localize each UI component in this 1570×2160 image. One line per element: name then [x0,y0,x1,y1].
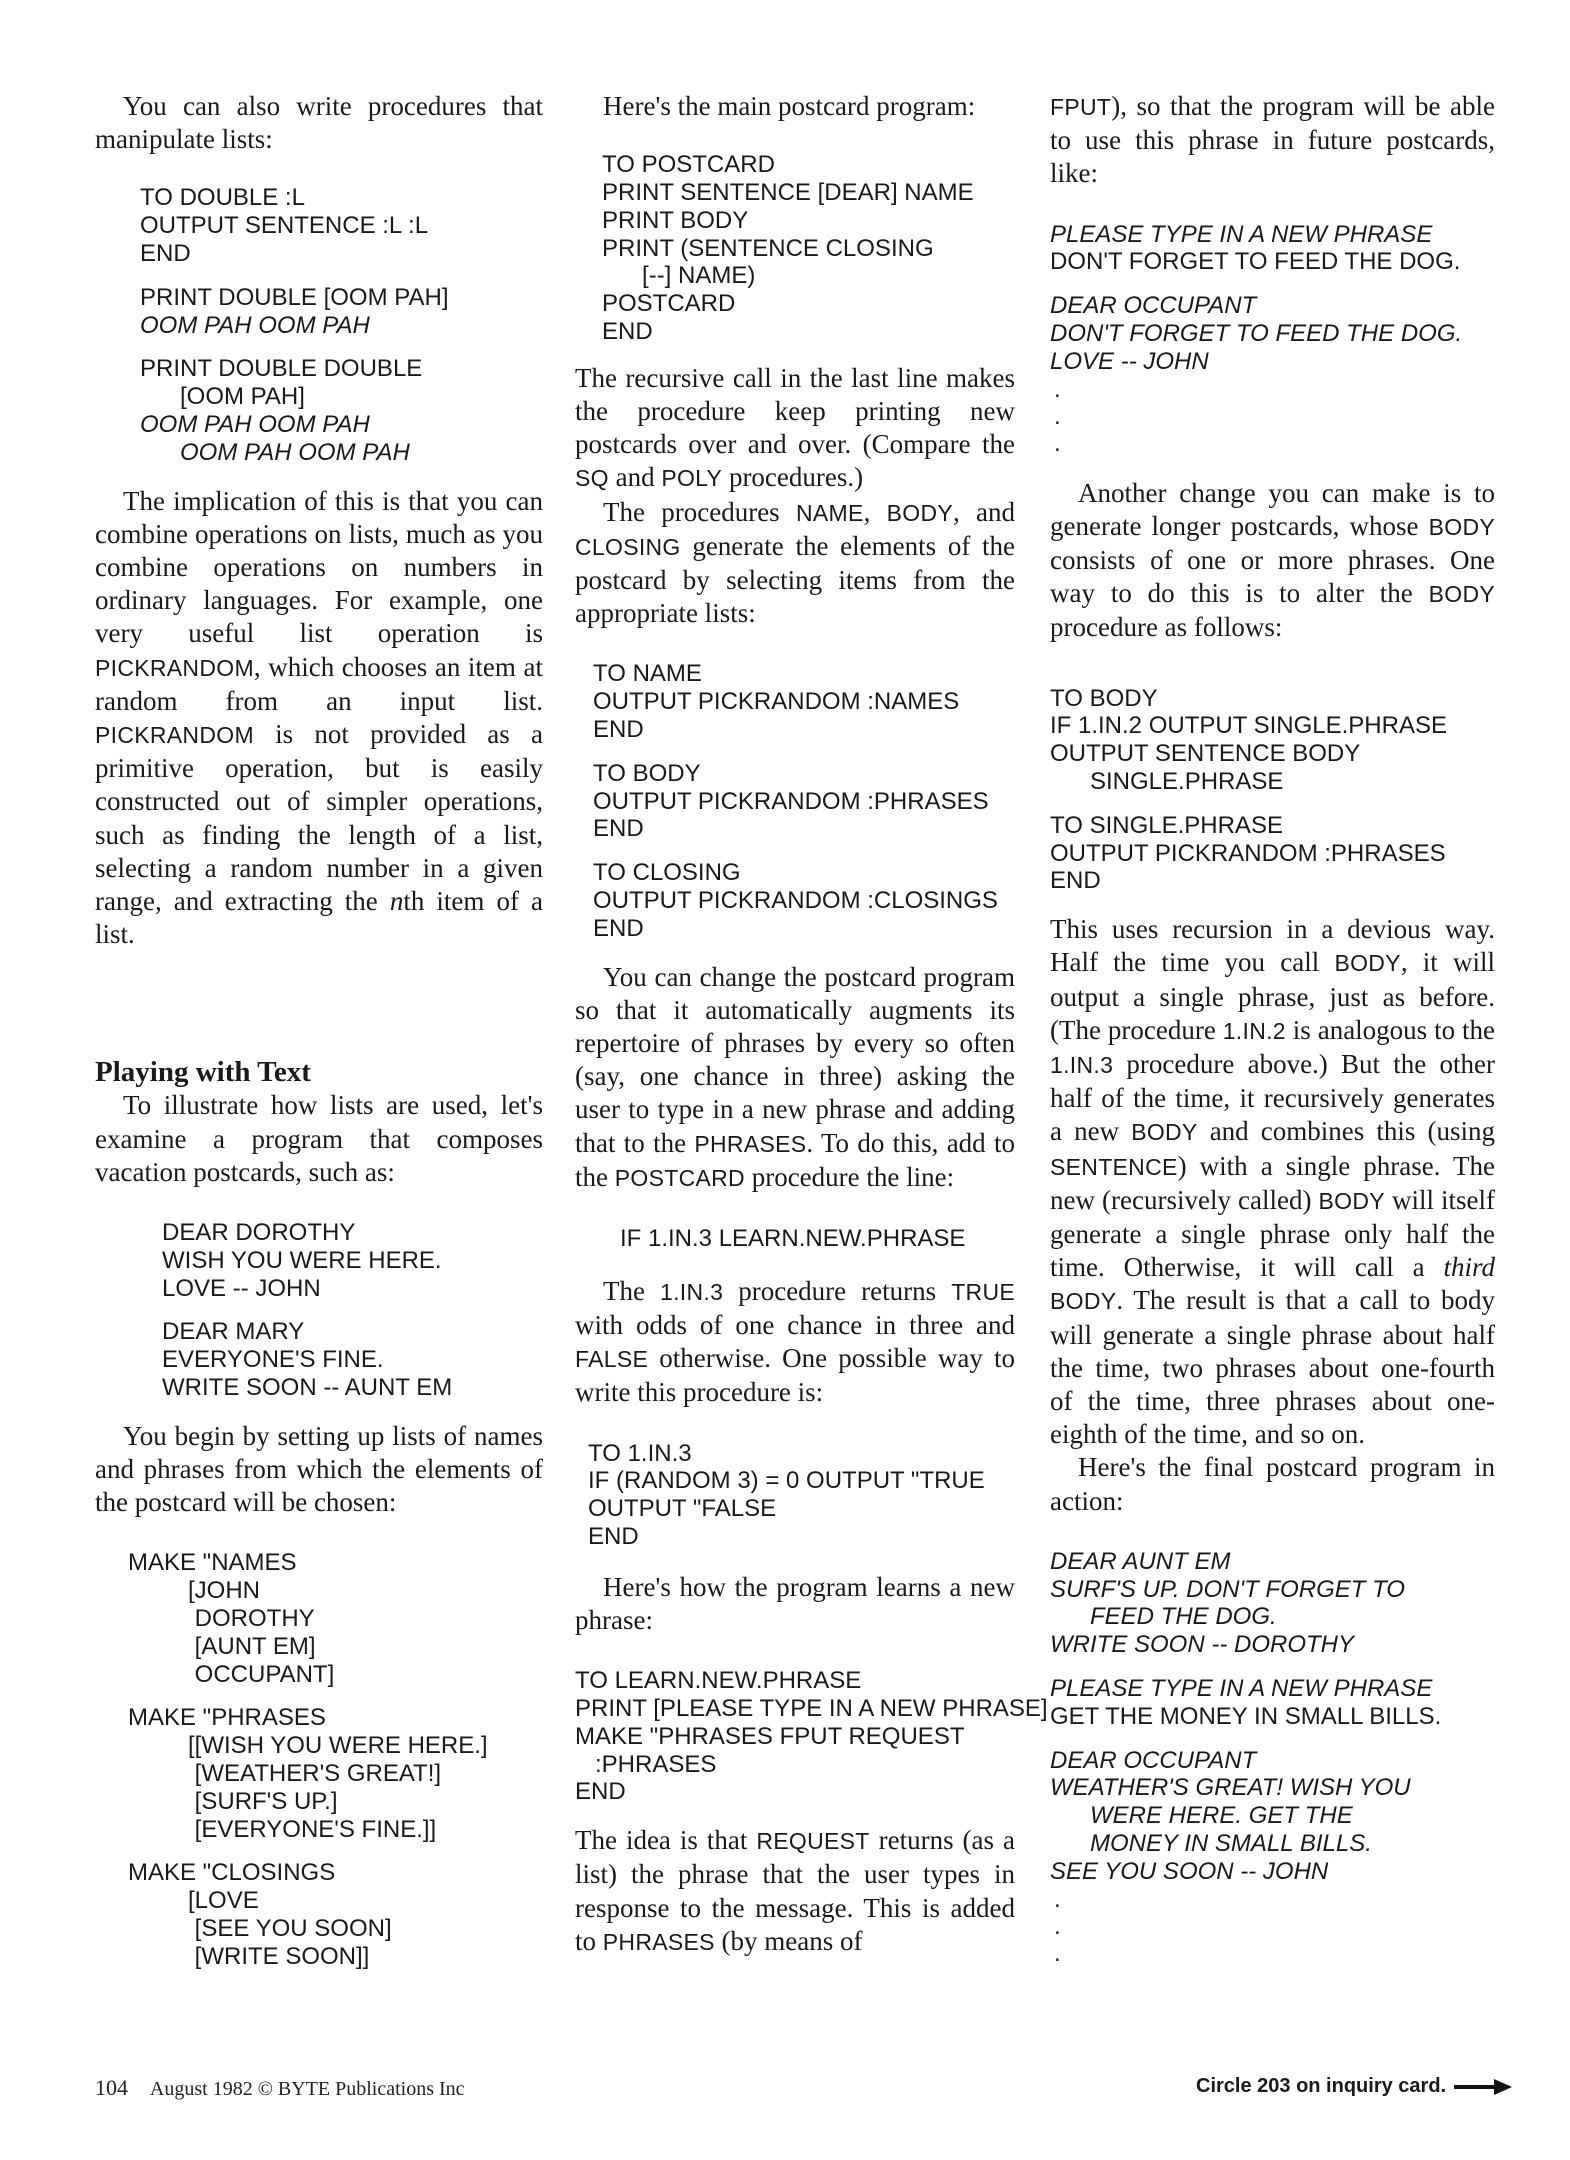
code-line: LOVE -- JOHN [162,1274,321,1302]
code-line: [WEATHER'S GREAT!] [128,1760,442,1787]
text-run: . The result is that a call to body will generate a single phrase about half the time, two phrases about one-fourth of the time, three phrases about one-eighth of the time, and so on. [1050,1285,1495,1450]
output-line: OOM PAH OOM PAH [140,438,410,466]
keyword: BODY [1050,1288,1117,1315]
code-line: OUTPUT PICKRANDOM :PHRASES [593,787,989,815]
keyword: REQUEST [756,1828,870,1855]
keyword: TRUE [951,1278,1015,1305]
paragraph-idea [575,1824,1015,1959]
output-print-double [140,312,543,340]
code-line: [SEE YOU SOON] [128,1914,392,1942]
keyword: FALSE [575,1346,649,1373]
example-output-3 [1050,1747,1495,1886]
code-line: :PHRASES [575,1750,717,1778]
code-line: TO BODY [1050,684,1158,712]
text-run: You begin by setting up lists of names and phrases from which the elements of the postcard will be chosen: [95,1420,543,1518]
paragraph-begin [95,1420,543,1520]
text-run: with odds of one chance in three and [575,1310,1015,1340]
code-line: MAKE "PHRASES [128,1704,326,1732]
output-line: PLEASE TYPE IN A NEW PHRASE [1050,1675,1433,1703]
code-line: END [593,914,644,942]
dot: . [1054,1939,1061,1967]
code-print-double [140,284,543,312]
code-line: IF (RANDOM 3) = 0 OUTPUT "TRUE [588,1467,985,1495]
example-input-2 [1050,1703,1495,1731]
output-line: WERE HERE. GET THE [1050,1802,1353,1830]
code-line: TO CLOSING [593,859,741,887]
paragraph-change-program [575,961,1015,1195]
keyword: PHRASES [694,1130,807,1157]
output-line: OOM PAH OOM PAH [140,311,370,339]
code-body [593,760,1015,843]
dot: . [1054,429,1061,457]
text-run: , which chooses an item at random from an input list. [95,651,543,716]
code-line: WRITE SOON -- AUNT EM [162,1374,453,1402]
code-line: OUTPUT SENTENCE BODY [1050,740,1361,768]
output-line: WRITE SOON -- DOROTHY [1050,1631,1354,1659]
postcard-example-1 [162,1219,543,1302]
output-line: FEED THE DOG. [1050,1603,1277,1631]
code-line: PRINT BODY [602,206,749,234]
example-output-1 [1050,292,1495,375]
keyword: 1.IN.3 [660,1278,724,1305]
keyword: PICKRANDOM [95,654,254,681]
code-line: TO NAME [593,660,702,688]
code-line: TO SINGLE.PHRASE [1050,811,1283,839]
text-run: Another change you can make is to generate longer postcards, whose [1050,477,1495,541]
section-heading: Playing with Text [95,1056,311,1089]
text-run: otherwise. One possible way to write this procedure is: [575,1343,1015,1408]
code-line: OCCUPANT] [128,1660,335,1688]
code-make-phrases [128,1704,543,1843]
output-line: LOVE -- JOHN [1050,347,1209,375]
keyword: PICKRANDOM [95,722,254,748]
code-line: IF 1.IN.3 LEARN.NEW.PHRASE [620,1225,966,1252]
page-footer-left [95,2075,465,2101]
paragraph-fput-continued [1050,90,1495,191]
code-make-closings [128,1859,543,1970]
text-run: You can change the postcard program so that it automatically augments its repertoire of phrases by every so often (say, one chance in three) asking the user to type in a new phrase and adding that to the [575,961,1015,1158]
code-line: [JOHN [128,1577,261,1605]
text-run: procedure the line: [744,1161,955,1192]
output-line: WEATHER'S GREAT! WISH YOU [1050,1774,1411,1802]
paragraph-illustrate [95,1089,543,1189]
code-name [593,660,1015,743]
text-run: To illustrate how lists are used, let's examine a program that composes vacation postcards, such as: [95,1090,543,1187]
text-run: The [603,1275,661,1306]
page-number: 104 [95,2075,128,2100]
code-line: TO LEARN.NEW.PHRASE [575,1667,862,1695]
keyword: BODY [886,499,954,526]
text-run: This uses recursion in a devious way. Half the time you call [1050,914,1495,978]
paragraph-procedures [575,496,1015,631]
keyword: BODY [1428,513,1495,540]
code-line: END [602,317,653,345]
input-line: GET THE MONEY IN SMALL BILLS. [1050,1702,1442,1730]
code-line: MAKE "PHRASES FPUT REQUEST [575,1722,965,1750]
code-line: IF 1.IN.2 OUTPUT SINGLE.PHRASE [1050,712,1447,740]
code-line: [EVERYONE'S FINE.]] [128,1815,437,1843]
example-output-2 [1050,1548,1495,1659]
text-run: , and [953,496,1016,527]
column-1 [95,90,543,1971]
paragraph-1in3 [575,1275,1015,1410]
code-line: END [140,240,191,267]
keyword: POLY [661,465,723,492]
code-line: OUTPUT SENTENCE :L :L [140,212,429,240]
output-line: SURF'S UP. DON'T FORGET TO [1050,1575,1405,1603]
code-line: OUTPUT "FALSE [588,1495,777,1523]
text-run: generate the elements of the postcard by selecting items from the appropriate lists: [575,530,1015,629]
code-line: OUTPUT PICKRANDOM :PHRASES [1050,839,1446,867]
code-make-names [128,1549,543,1688]
code-line: PRINT DOUBLE [OOM PAH] [140,283,449,311]
text-run: is analogous to the [1285,1014,1495,1045]
text-run: , [863,496,887,527]
keyword: FPUT [1050,94,1112,120]
output-line: DEAR OCCUPANT [1050,292,1257,320]
text-run: Here's the main postcard program: [603,91,976,121]
inquiry-note [1196,2075,1512,2098]
text-run: procedure returns [723,1275,952,1306]
text-run: procedures.) [722,462,864,493]
paragraph-main-program [575,90,1015,123]
text-run: The idea is that [575,1825,757,1856]
paragraph-recursive-call [575,362,1015,496]
text-run: procedure as follows: [1050,612,1283,643]
publication-credit: August 1982 © BYTE Publications Inc [149,2078,465,2100]
right-arrow-icon [1454,2078,1512,2096]
text-run: procedure above.) But the other half of the time, it recursively generates a new [1050,1049,1495,1147]
code-line: [--] NAME) [602,262,756,290]
example-input-1 [1050,248,1495,276]
code-line: WISH YOU WERE HERE. [162,1246,442,1274]
code-line: OUTPUT PICKRANDOM :NAMES [593,688,960,716]
code-line: DOROTHY [128,1605,315,1633]
keyword: CLOSING [575,533,681,560]
text-run: is not provided as a primitive operation, but is easily constructed out of simpler operations, such as finding the length of a list, selecting a random number in a given range, and extracting the [95,719,543,917]
code-line: MAKE "CLOSINGS [128,1859,336,1887]
italic-n: n [389,886,404,917]
code-if-learn [620,1225,1015,1253]
code-line: TO DOUBLE :L [140,184,305,212]
code-line: END [588,1523,639,1550]
code-line: MAKE "NAMES [128,1549,297,1577]
inquiry-text: Circle 203 on inquiry card. [1196,2075,1447,2097]
text-run: and [608,462,662,493]
output-line: DON'T FORGET TO FEED THE DOG. [1050,320,1463,347]
column-2 [575,90,1048,1959]
code-1in3 [588,1440,1015,1551]
output-line: OOM PAH OOM PAH [140,410,370,438]
keyword: BODY [1334,950,1401,977]
code-line: PRINT DOUBLE DOUBLE [140,355,423,383]
code-line: [AUNT EM] [128,1632,316,1660]
code-line: TO POSTCARD [602,151,775,179]
text-run: and combines this (using [1197,1116,1495,1147]
code-line: PRINT SENTENCE [DEAR] NAME [602,179,974,206]
code-line: PRINT [PLEASE TYPE IN A NEW PHRASE] [575,1695,1048,1722]
text-run: (by means of [714,1925,863,1956]
column-3 [1050,90,1495,1967]
output-line: DEAR OCCUPANT [1050,1746,1257,1774]
keyword: BODY [1131,1119,1198,1146]
output-line: PLEASE TYPE IN A NEW PHRASE [1050,220,1433,248]
keyword: SENTENCE [1050,1153,1178,1180]
text-run: The procedures [603,496,796,527]
text-run: th item of a list. [95,886,543,950]
keyword: POSTCARD [614,1164,745,1191]
code-body-recursive [1050,685,1495,796]
code-line: END [593,815,644,843]
text-run: The implication of this is that you can combine operations on lists, much as you combine operations on numbers in ordinary languages. For example, one very useful list operation is [95,485,543,649]
code-line: TO 1.IN.3 [588,1439,692,1467]
keyword: NAME [795,499,864,526]
text-run: Here's how the program learns a new phrase: [575,1571,1015,1635]
output-line: DEAR AUNT EM [1050,1547,1231,1575]
code-closing [593,859,1015,942]
keyword: BODY [1428,581,1495,608]
text-run: The recursive call in the last line makes the procedure keep printing new postcards over and over. (Compare the [575,362,1015,460]
keyword: PHRASES [602,1928,715,1955]
code-single-phrase [1050,812,1495,895]
example-prompt-1 [1050,221,1495,249]
postcard-example-2 [162,1318,543,1401]
paragraph-learns [575,1571,1015,1637]
code-double [140,184,543,267]
paragraph-another-change [1050,477,1495,645]
keyword: 1.IN.3 [1050,1052,1114,1078]
text-run: ), so that the program will be able to use this phrase in future postcards, like: [1050,91,1495,189]
example-prompt-2 [1050,1675,1495,1703]
code-line: [[WISH YOU WERE HERE.] [128,1732,488,1760]
code-line: PRINT (SENTENCE CLOSING [602,234,934,262]
paragraph-intro [95,90,543,156]
text-run: returns (as a list) the phrase that the user types in response to the message. This is added to [575,1825,1015,1956]
text-run: ) with a single phrase. The new (recursively called) [1050,1150,1495,1215]
code-line: [LOVE [128,1887,259,1915]
dot: . [1054,375,1061,403]
code-line: END [1050,867,1101,895]
code-line: END [575,1778,626,1806]
keyword: SQ [575,465,609,492]
code-line: POSTCARD [602,290,736,318]
text-run: . To do this, add to the [575,1127,1015,1192]
dot: . [1054,1912,1061,1940]
code-line: EVERYONE'S FINE. [162,1346,384,1374]
output-print-double-double [140,411,543,467]
keyword: BODY [1318,1187,1385,1214]
continuation-dots [1054,376,1495,457]
code-line: [SURF'S UP.] [128,1787,338,1815]
paragraph-devious-recursion [1050,913,1495,1451]
code-line: END [593,716,644,743]
text-run: will itself generate a single phrase only half the time. Otherwise, it will call a [1050,1184,1495,1283]
output-line: MONEY IN SMALL BILLS. [1050,1830,1372,1858]
code-line: DEAR MARY [162,1318,305,1346]
text-run: , it will output a single phrase, just as before. (The procedure [1050,947,1495,1045]
text-run: Here's the final postcard program in action: [1050,1452,1495,1516]
code-line: [OOM PAH] [140,383,305,411]
code-line: SINGLE.PHRASE [1050,768,1284,795]
dot: . [1054,1885,1061,1913]
code-print-double-double [140,355,543,411]
input-line: DON'T FORGET TO FEED THE DOG. [1050,248,1461,276]
dot: . [1054,402,1061,430]
code-line: DEAR DOROTHY [162,1219,356,1247]
code-learn-new-phrase [575,1667,1048,1806]
paragraph-text: You can also write procedures that manipulate lists: [95,91,543,155]
code-line: [WRITE SOON]] [128,1942,370,1970]
paragraph-final-program [1050,1451,1495,1517]
code-line: OUTPUT PICKRANDOM :CLOSINGS [593,886,998,914]
code-line: TO BODY [593,759,701,787]
italic-third: third [1443,1252,1495,1283]
keyword: 1.IN.2 [1222,1017,1286,1044]
continuation-dots [1054,1886,1495,1967]
paragraph-implication [95,485,543,952]
code-postcard [602,151,1015,346]
text-run: consists of one or more phrases. One way to do this is to alter the [1050,545,1495,609]
output-line: SEE YOU SOON -- JOHN [1050,1857,1329,1885]
